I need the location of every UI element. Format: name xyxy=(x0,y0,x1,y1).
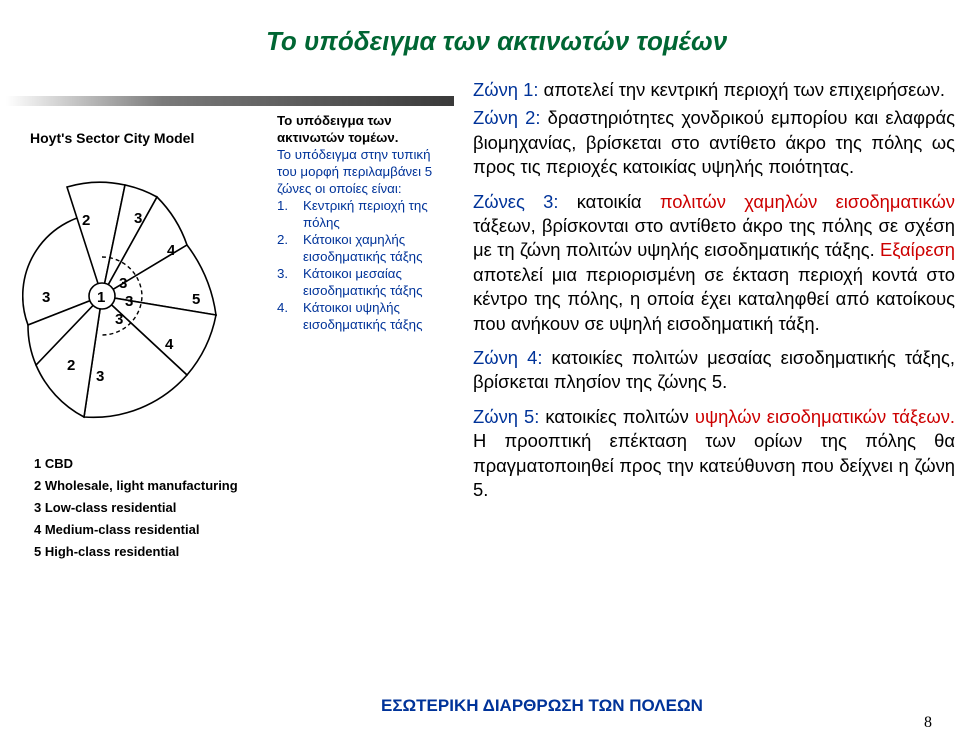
legend-item: 3 Low-class residential xyxy=(34,500,177,515)
side-description xyxy=(277,112,449,333)
legend-item: 5 High-class residential xyxy=(34,544,180,559)
side-intro: Το υπόδειγμα στην τυπική του μορφή περιλαμβάνει 5 ζώνες οι οποίες είναι: xyxy=(277,147,433,196)
zone-3-paragraph: Ζώνες 3: κατοικία πολιτών χαμηλών εισοδηματικών τάξεων, βρίσκονται στο αντίθετο άκρο της πόλης σε σχέση με τη ζώνη πολιτών υψηλής εισοδηματικής τάξης. Εξαίρεση αποτελεί μια περιορισμένη σε έκταση περιοχή κοντά στο κέντρο της πόλης, η οποία έχει καταληφθεί από κατοίκους που ανήκουν σε υψηλή εισοδηματική τάξη. xyxy=(473,190,955,334)
zone-2-paragraph: Ζώνη 2: δραστηριότητες χονδρικού εμπορίου και ελαφράς βιομηχανίας, βρίσκεται στο αντίθετο άκρο της πόλης ως προς τις περιοχές κατοικίας υψηλής ποιότητας. xyxy=(473,107,956,178)
zone-4-paragraph: Ζώνη 4: κατοικίες πολιτών μεσαίας εισοδηματικής τάξης, βρίσκεται πλησίον της ζώνης 5. xyxy=(473,347,955,393)
zone-label-3e: 3 xyxy=(115,311,124,328)
main-text xyxy=(473,78,955,513)
side-list-item: 4. Κάτοικοι υψηλής εισοδηματικής τάξης xyxy=(277,300,423,332)
zone-label-3a: 3 xyxy=(42,289,51,306)
zone-label-3d: 3 xyxy=(125,293,134,310)
figure-title: Hoyt's Sector City Model xyxy=(30,130,195,146)
side-list-item: 2. Κάτοικοι χαμηλής εισοδηματικής τάξης xyxy=(277,232,423,264)
zone-label-3f: 3 xyxy=(96,368,105,385)
side-list-item: 3. Κάτοικοι μεσαίας εισοδηματικής τάξης xyxy=(277,266,423,298)
legend-item: 1 CBD xyxy=(34,456,74,471)
side-list-item: 1. Κεντρική περιοχή της πόλης xyxy=(277,198,428,230)
zone-5-paragraph: Ζώνη 5: κατοικίες πολιτών υψηλών εισοδηματικών τάξεων. Η προοπτική επέκταση των ορίων της πόλης θα πραγματοποιηθεί προς την κατεύθυνση που δείχνει η ζώνη 5. xyxy=(473,405,955,501)
slide-title: Το υπόδειγμα των ακτινωτών τομέων xyxy=(266,26,728,56)
zone-label-2a: 2 xyxy=(82,212,91,229)
legend-item: 2 Wholesale, light manufacturing xyxy=(34,478,238,493)
zone-label-4a: 4 xyxy=(167,242,176,259)
page-number: 8 xyxy=(924,714,932,731)
zone-label-3b: 3 xyxy=(134,210,143,227)
divider-bar xyxy=(6,96,454,106)
zone-label-3c: 3 xyxy=(119,275,128,292)
hoyt-sector-diagram xyxy=(22,165,222,425)
zone-label-4b: 4 xyxy=(165,336,174,353)
zone-label-5: 5 xyxy=(192,291,201,308)
zone-label-2b: 2 xyxy=(67,357,76,374)
footer-title: ΕΣΩΤΕΡΙΚΗ ΔΙΑΡΘΡΩΣΗ ΤΩΝ ΠΟΛΕΩΝ xyxy=(381,696,703,715)
figure-legend xyxy=(34,453,238,563)
zone-1-paragraph: Ζώνη 1: αποτελεί την κεντρική περιοχή των επιχειρήσεων. xyxy=(473,79,946,100)
zone-label-1: 1 xyxy=(97,289,106,306)
legend-item: 4 Medium-class residential xyxy=(34,522,200,537)
side-heading: Το υπόδειγμα των ακτινωτών τομέων. xyxy=(277,113,399,145)
